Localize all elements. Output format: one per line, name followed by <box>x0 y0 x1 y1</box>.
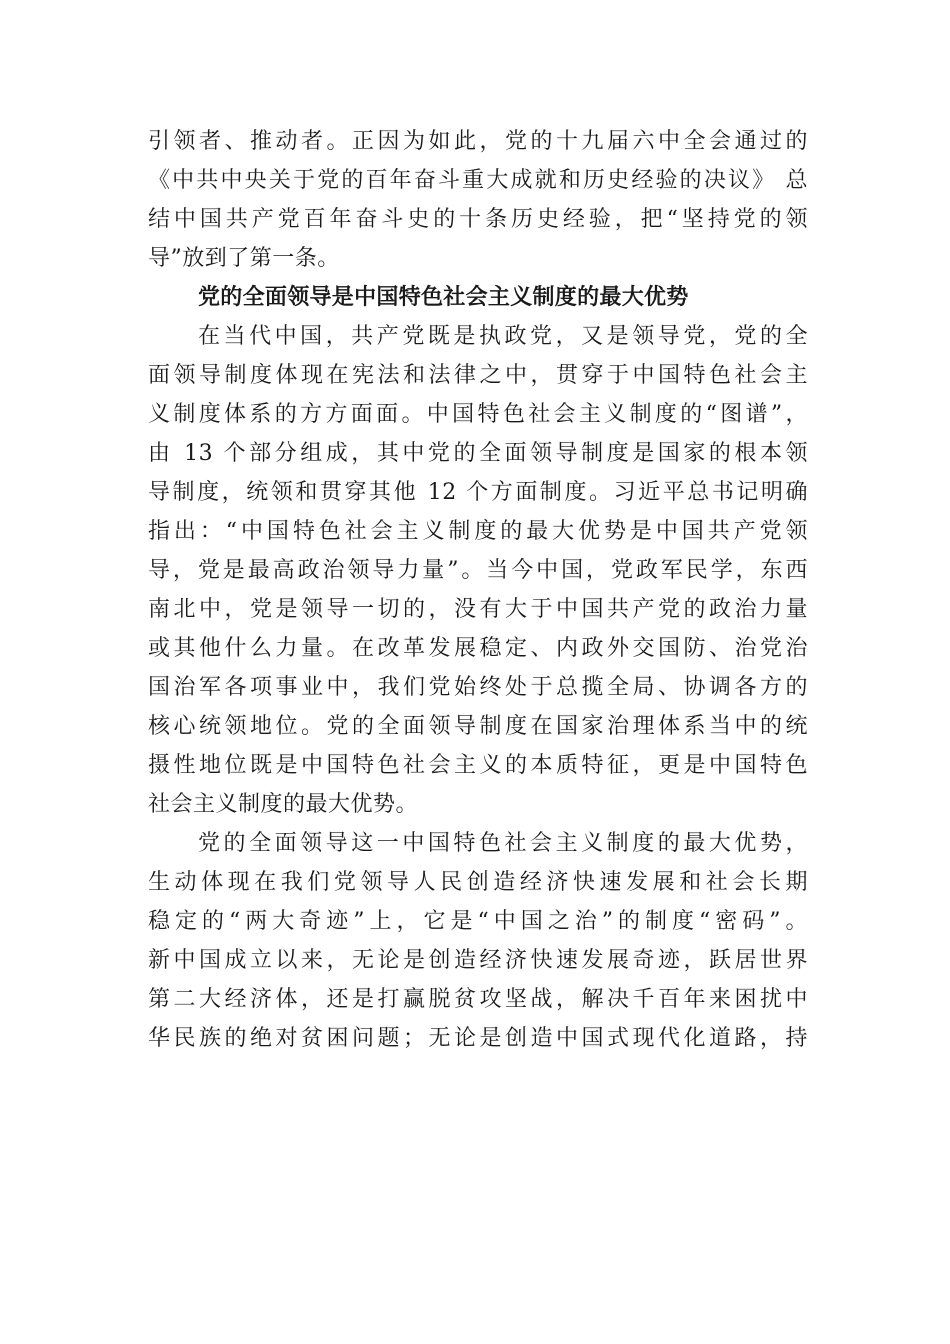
text-line: 结中国共产党百年奋斗史的十条历史经验，把“坚持党的领 <box>148 207 808 232</box>
text-line: 稳定的“两大奇迹”上，它是“中国之治”的制度“密码”。 <box>148 909 808 934</box>
text-line: 摄性地位既是中国特色社会主义的本质特征，更是中国特色 <box>148 753 808 778</box>
text-line: 在当代中国，共产党既是执政党，又是领导党，党的全 <box>198 324 808 349</box>
text-line: 导，党是最高政治领导力量”。当今中国，党政军民学，东西 <box>148 558 808 583</box>
text-line: 导制度，统领和贯穿其他 12 个方面制度。习近平总书记明确 <box>148 480 808 505</box>
paragraph-2 <box>148 317 808 824</box>
text-line: 新中国成立以来，无论是创造经济快速发展奇迹，跃居世界 <box>148 948 808 973</box>
text-line: 南北中，党是领导一切的，没有大于中国共产党的政治力量 <box>148 597 808 622</box>
text-line: 导”放到了第一条。 <box>148 246 340 271</box>
text-line: 义制度体系的方方面面。中国特色社会主义制度的“图谱”， <box>148 402 808 427</box>
text-line: 党的全面领导这一中国特色社会主义制度的最大优势， <box>198 831 808 856</box>
text-line: 国治军各项事业中，我们党始终处于总揽全局、协调各方的 <box>148 675 808 700</box>
text-line: 指出：“中国特色社会主义制度的最大优势是中国共产党领 <box>148 519 808 544</box>
document-body <box>148 122 808 1058</box>
text-line: 引领者、推动者。正因为如此，党的十九届六中全会通过的 <box>148 129 808 154</box>
text-line: 核心统领地位。党的全面领导制度在国家治理体系当中的统 <box>148 714 808 739</box>
text-line: 华民族的绝对贫困问题；无论是创造中国式现代化道路，持 <box>148 1026 808 1051</box>
text-line: 面领导制度体现在宪法和法律之中，贯穿于中国特色社会主 <box>148 363 808 388</box>
text-line: 第二大经济体，还是打赢脱贫攻坚战，解决千百年来困扰中 <box>148 987 808 1012</box>
text-line: 或其他什么力量。在改革发展稳定、内政外交国防、治党治 <box>148 636 808 661</box>
paragraph-1 <box>148 122 808 278</box>
text-line: 社会主义制度的最大优势。 <box>148 792 419 817</box>
paragraph-3 <box>148 824 808 1058</box>
section-heading: 党的全面领导是中国特色社会主义制度的最大优势 <box>198 285 689 310</box>
text-line: 生动体现在我们党领导人民创造经济快速发展和社会长期 <box>148 870 808 895</box>
text-line: 由 13 个部分组成，其中党的全面领导制度是国家的根本领 <box>148 441 808 466</box>
text-line: 《中共中央关于党的百年奋斗重大成就和历史经验的决议》 总 <box>148 168 808 193</box>
